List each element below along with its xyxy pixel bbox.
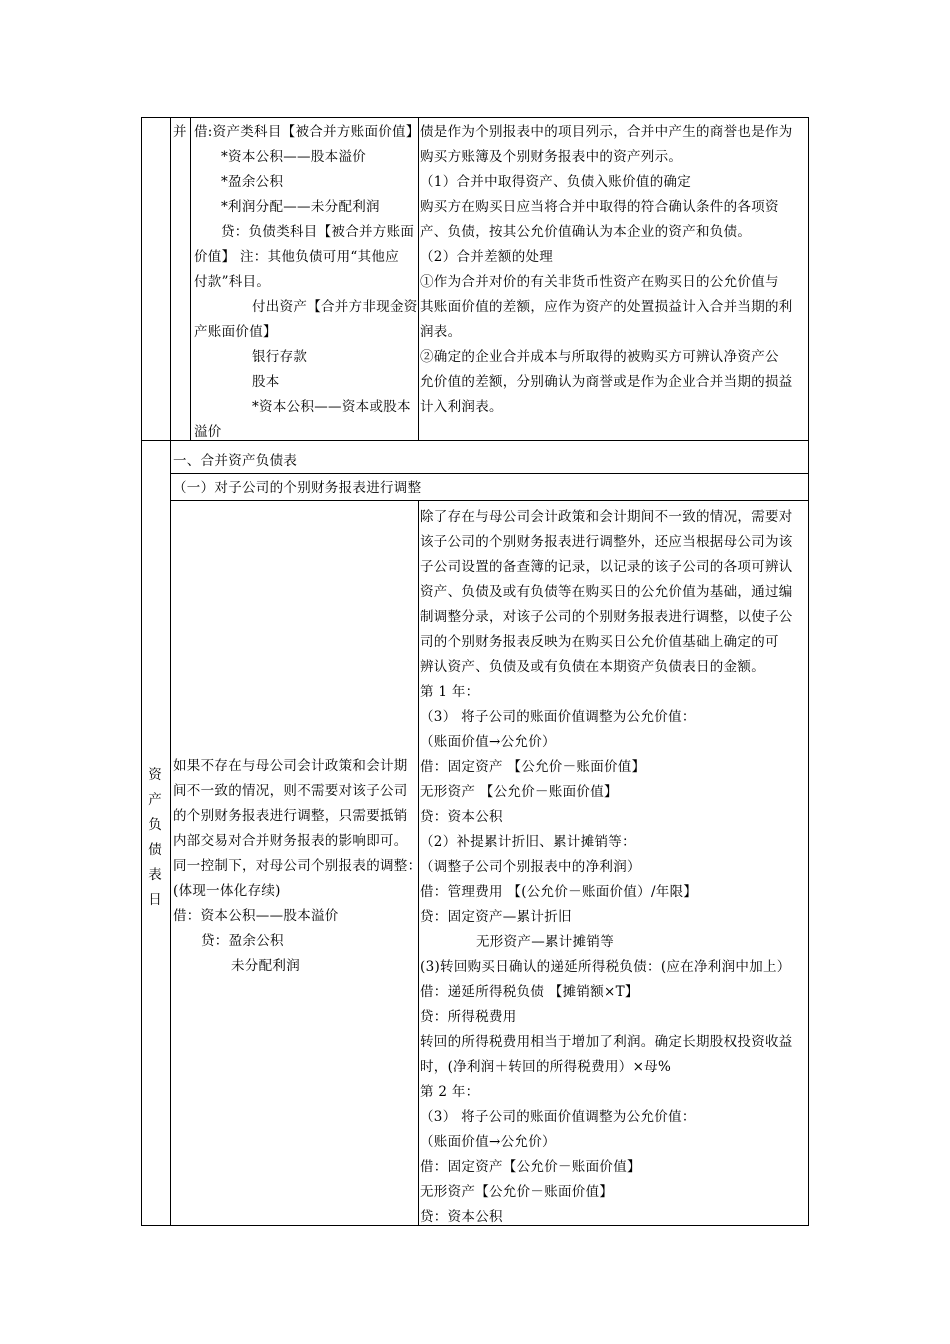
content-column-divider-top bbox=[418, 117, 419, 440]
right-text-line: 借：固定资产【公允价－账面价值】 bbox=[420, 1159, 641, 1175]
right-text-line: ②确定的企业合并成本与所取得的被购买方可辨认净资产公 bbox=[420, 349, 779, 365]
left-entry-line: 产账面价值】 bbox=[194, 324, 277, 340]
category-column-divider bbox=[170, 117, 171, 1226]
right-text-line: 司的个别财务报表反映为在购买日公允价值基础上确定的可 bbox=[420, 634, 779, 650]
left-text-line: 间不一致的情况，则不需要对该子公司 bbox=[173, 783, 408, 799]
right-text-line: (3)转回购买日确认的递延所得税负债：(应在净利润中加上） bbox=[420, 959, 791, 975]
right-text-line: 产、负债，按其公允价值确认为本企业的资产和负债。 bbox=[420, 224, 752, 240]
right-text-line: 允价值的差额，分别确认为商誉或是作为企业合并当期的损益 bbox=[420, 374, 793, 390]
right-text-line: 第 2 年： bbox=[420, 1084, 480, 1100]
left-text-line: 内部交易对合并财务报表的影响即可。 bbox=[173, 833, 408, 849]
right-text-line: 购买方在购买日应当将合并中取得的符合确认条件的各项资 bbox=[420, 199, 779, 215]
right-text-line: （1）合并中取得资产、负债入账价值的确定 bbox=[420, 174, 692, 190]
right-text-line: （2）合并差额的处理 bbox=[420, 249, 554, 265]
right-text-line: 贷：资本公积 bbox=[420, 1209, 503, 1225]
left-entry-line: 付款”科目。 bbox=[194, 274, 271, 290]
right-text-line: 无形资产 【公允价－账面价值】 bbox=[420, 784, 618, 800]
right-text-line: （账面价值→公允价） bbox=[420, 1134, 556, 1150]
right-text-line: （2）补提累计折旧、累计摊销等： bbox=[420, 834, 636, 850]
right-text-line: 除了存在与母公司会计政策和会计期间不一致的情况，需要对 bbox=[420, 509, 793, 525]
category-char: 负 bbox=[148, 817, 162, 833]
left-text-line: 借：资本公积——股本溢价 bbox=[173, 908, 339, 924]
merge-sub-cell: 并 bbox=[173, 124, 187, 140]
left-text-line: 的个别财务报表进行调整，只需要抵销 bbox=[173, 808, 408, 824]
left-entry-line: 股本 bbox=[252, 374, 280, 390]
left-entry-line: 银行存款 bbox=[252, 349, 308, 365]
right-text-line: 子公司设置的备查簿的记录，以记录的该子公司的各项可辨认 bbox=[420, 559, 793, 575]
right-text-line: 债是作为个别报表中的项目列示，合并中产生的商誉也是作为 bbox=[420, 124, 793, 140]
right-text-line: 无形资产—累计摊销等 bbox=[476, 934, 614, 950]
right-text-line: 借：递延所得税负债 【摊销额×T】 bbox=[420, 984, 639, 1000]
left-text-line: 未分配利润 bbox=[231, 958, 300, 974]
table-border-left bbox=[141, 117, 142, 1226]
left-text-line: 贷：盈余公积 bbox=[201, 933, 284, 949]
category-char: 债 bbox=[148, 842, 162, 858]
left-entry-line: 溢价 bbox=[194, 424, 222, 440]
right-text-line: ①作为合并对价的有关非货币性资产在购买日的公允价值与 bbox=[420, 274, 779, 290]
right-text-line: 第 1 年： bbox=[420, 684, 480, 700]
section-heading: 一、合并资产负债表 bbox=[173, 453, 298, 469]
subsection-heading: （一）对子公司的个别财务报表进行调整 bbox=[173, 480, 422, 496]
left-text-line: (体现一体化存续) bbox=[173, 883, 281, 899]
right-text-line: （3） 将子公司的账面价值调整为公允价值： bbox=[420, 1109, 696, 1125]
right-text-line: 润表。 bbox=[420, 324, 462, 340]
row-divider bbox=[141, 440, 809, 441]
right-text-line: 资产、负债及或有负债等在购买日的公允价值为基础，通过编 bbox=[420, 584, 793, 600]
category-char: 资 bbox=[148, 767, 162, 783]
left-text-line: 同一控制下，对母公司个别报表的调整： bbox=[173, 858, 422, 874]
left-entry-line: *盈余公积 bbox=[221, 174, 284, 190]
right-text-line: 制调整分录，对该子公司的个别财务报表进行调整，以使子公 bbox=[420, 609, 793, 625]
right-text-line: 计入利润表。 bbox=[420, 399, 503, 415]
right-text-line: 借：管理费用 【(公允价－账面价值）/年限】 bbox=[420, 884, 698, 900]
right-text-line: 时，(净利润＋转回的所得税费用）×母% bbox=[420, 1059, 672, 1075]
left-entry-line: 价值】 注：其他负债可用“其他应 bbox=[194, 249, 399, 265]
table-border-top bbox=[141, 117, 809, 118]
right-text-line: 转回的所得税费用相当于增加了利润。确定长期股权投资收益 bbox=[420, 1034, 793, 1050]
left-entry-line: *资本公积——股本溢价 bbox=[221, 149, 367, 165]
sub-column-divider bbox=[190, 117, 191, 440]
right-text-line: （账面价值→公允价） bbox=[420, 734, 556, 750]
right-text-line: 贷：资本公积 bbox=[420, 809, 503, 825]
right-text-line: 购买方账簿及个别财务报表中的资产列示。 bbox=[420, 149, 683, 165]
left-entry-line: *利润分配——未分配利润 bbox=[221, 199, 380, 215]
left-entry-line: 贷：负债类科目【被合并方账面 bbox=[221, 224, 415, 240]
table-border-right bbox=[808, 117, 809, 1226]
right-text-line: 贷：所得税费用 bbox=[420, 1009, 517, 1025]
right-text-line: （调整子公司个别报表中的净利润） bbox=[420, 859, 641, 875]
category-char: 产 bbox=[148, 792, 162, 808]
left-entry-line: 付出资产【合并方非现金资 bbox=[252, 299, 418, 315]
right-text-line: 其账面价值的差额，应作为资产的处置损益计入合并当期的利 bbox=[420, 299, 793, 315]
right-text-line: 无形资产【公允价－账面价值】 bbox=[420, 1184, 614, 1200]
category-char: 表 bbox=[148, 867, 162, 883]
right-text-line: 辨认资产、负债及或有负债在本期资产负债表日的金额。 bbox=[420, 659, 765, 675]
right-text-line: 贷：固定资产—累计折旧 bbox=[420, 909, 572, 925]
left-text-line: 如果不存在与母公司会计政策和会计期 bbox=[173, 758, 408, 774]
right-text-line: 该子公司的个别财务报表进行调整外，还应当根据母公司为该 bbox=[420, 534, 793, 550]
left-entry-line: 借:资产类科目【被合并方账面价值】 bbox=[194, 124, 420, 140]
right-text-line: （3） 将子公司的账面价值调整为公允价值： bbox=[420, 709, 696, 725]
category-label-vertical bbox=[145, 763, 165, 913]
category-char: 日 bbox=[148, 892, 162, 908]
left-entry-line: *资本公积——资本或股本 bbox=[252, 399, 411, 415]
right-text-line: 借：固定资产 【公允价－账面价值】 bbox=[420, 759, 646, 775]
